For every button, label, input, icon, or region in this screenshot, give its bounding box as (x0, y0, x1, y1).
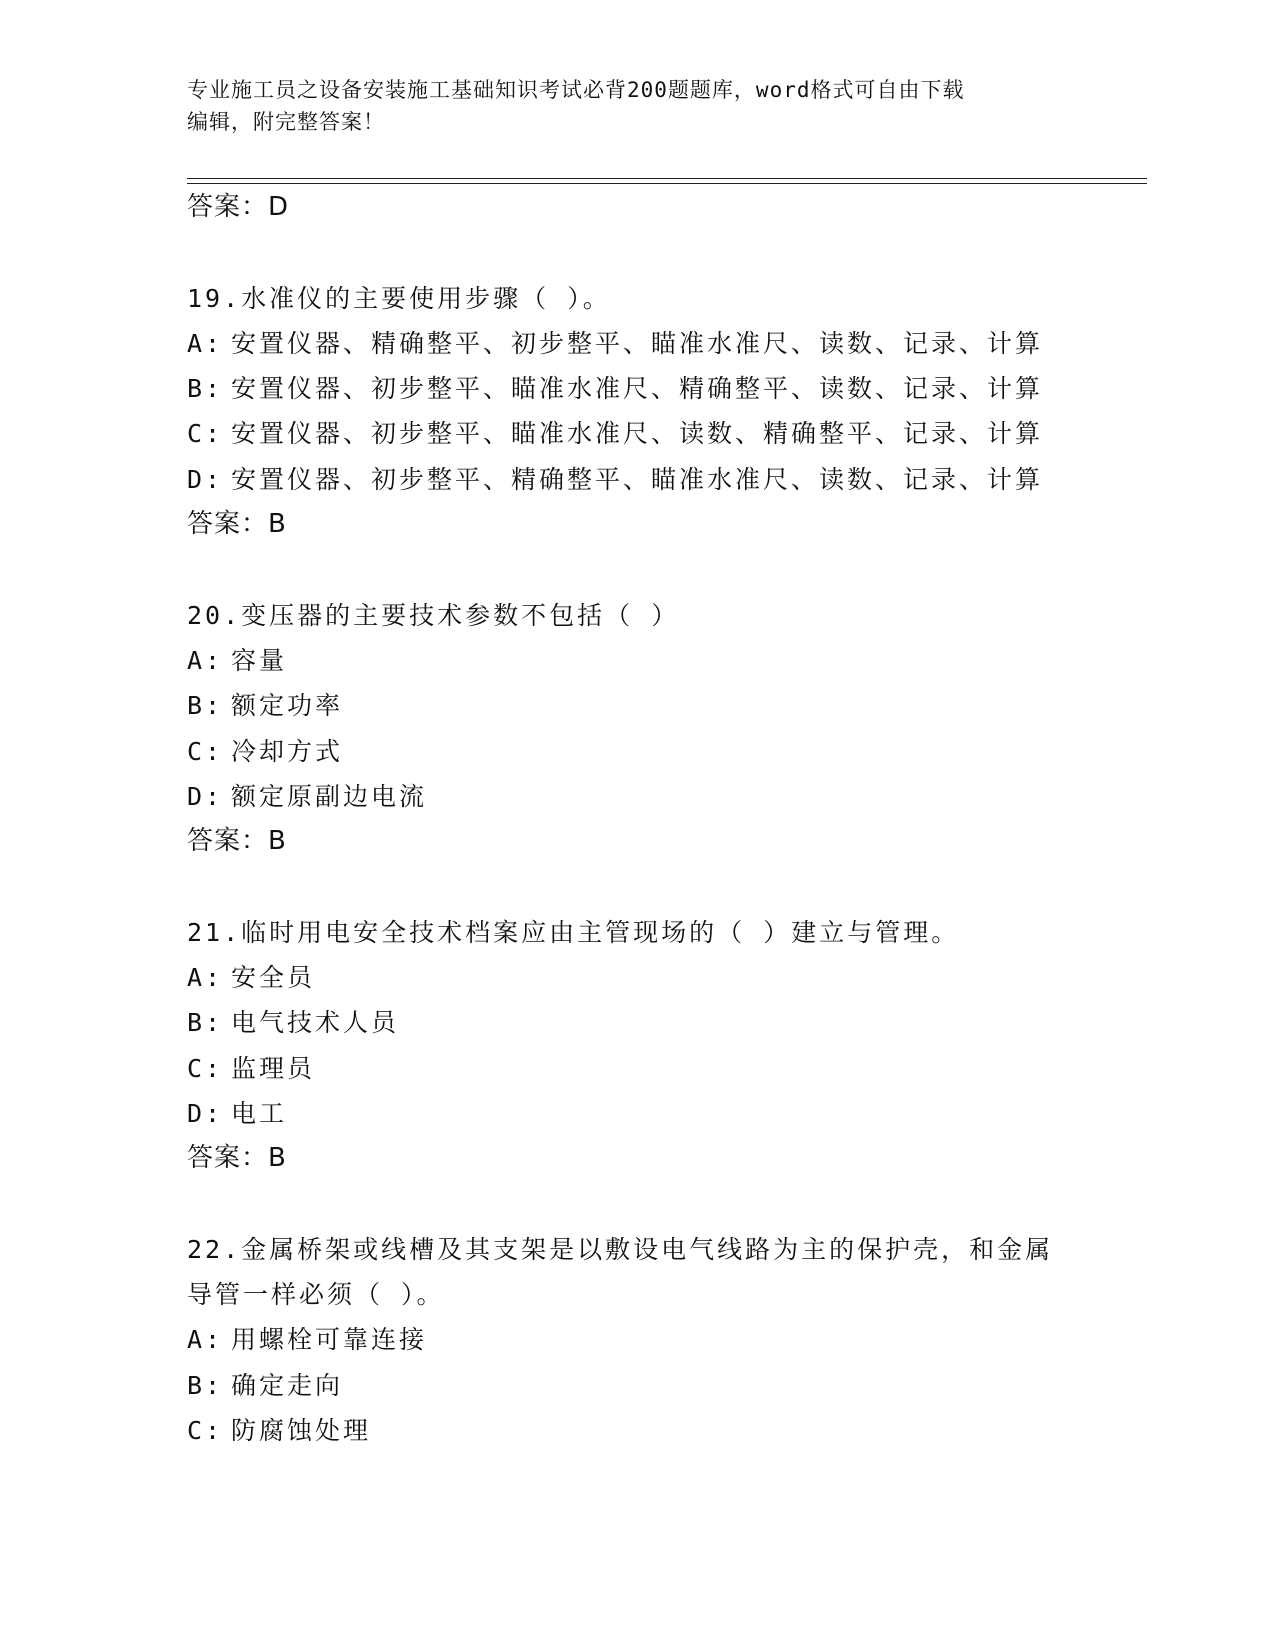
option-text: 安置仪器、精确整平、初步整平、瞄准水准尺、读数、记录、计算 (231, 328, 1044, 358)
option-text: 安置仪器、初步整平、瞄准水准尺、精确整平、读数、记录、计算 (231, 374, 1044, 404)
question-list (187, 185, 1087, 1453)
option-text: 容量 (231, 645, 288, 675)
answer-line: 答案：B (187, 509, 287, 540)
option-letter: B: (187, 374, 224, 404)
option-item (187, 1408, 1087, 1453)
option-letter: A: (187, 963, 224, 993)
option-item (187, 955, 1087, 1000)
previous-answer: 答案：D (187, 192, 290, 222)
question-title: 20.变压器的主要技术参数不包括（ ） (187, 600, 680, 630)
option-item (187, 411, 1087, 456)
option-text: 安置仪器、初步整平、瞄准水准尺、读数、精确整平、记录、计算 (231, 419, 1044, 449)
option-text: 额定功率 (231, 691, 344, 721)
option-item (187, 321, 1087, 366)
header-line-2: 编辑，附完整答案！ (187, 110, 385, 134)
option-item (187, 1091, 1087, 1136)
question-block (187, 276, 1087, 548)
question-title: 22.金属桥架或线槽及其支架是以敷设电气线路为主的保护壳，和金属 (187, 1234, 1054, 1264)
answer-line: 答案：B (187, 826, 287, 857)
option-item (187, 638, 1087, 683)
option-text: 安全员 (231, 963, 316, 993)
option-text: 监理员 (231, 1053, 316, 1083)
option-item (187, 1363, 1087, 1408)
option-text: 额定原副边电流 (231, 781, 428, 811)
option-letter: D: (187, 1098, 224, 1128)
option-text: 用螺栓可靠连接 (231, 1325, 428, 1355)
question-block (187, 1227, 1087, 1453)
question-spacer (187, 230, 1087, 275)
option-item (187, 683, 1087, 728)
option-letter: C: (187, 736, 224, 766)
option-letter: A: (187, 645, 224, 675)
option-letter: B: (187, 691, 224, 721)
question-title: 19.水准仪的主要使用步骤（ ）。 (187, 283, 611, 313)
option-item (187, 1317, 1087, 1362)
question-spacer (187, 547, 1087, 592)
option-text: 电工 (231, 1098, 288, 1128)
option-letter: A: (187, 1325, 224, 1355)
option-letter: C: (187, 1416, 224, 1446)
option-text: 安置仪器、初步整平、精确整平、瞄准水准尺、读数、记录、计算 (231, 464, 1044, 494)
option-text: 确定走向 (231, 1370, 344, 1400)
option-item (187, 366, 1087, 411)
option-item (187, 1000, 1087, 1045)
option-text: 防腐蚀处理 (231, 1416, 372, 1446)
option-text: 电气技术人员 (231, 1008, 400, 1038)
option-letter: C: (187, 1053, 224, 1083)
option-letter: B: (187, 1370, 224, 1400)
document-header (187, 74, 1067, 138)
option-letter: C: (187, 419, 224, 449)
option-letter: A: (187, 328, 224, 358)
option-text: 冷却方式 (231, 736, 344, 766)
question-title: 21.临时用电安全技术档案应由主管现场的（ ）建立与管理。 (187, 917, 960, 947)
option-item (187, 729, 1087, 774)
option-letter: D: (187, 781, 224, 811)
question-block (187, 910, 1087, 1182)
question-block (187, 593, 1087, 865)
option-item (187, 774, 1087, 819)
option-item (187, 457, 1087, 502)
question-spacer (187, 1182, 1087, 1227)
answer-line: 答案：B (187, 1143, 287, 1174)
question-spacer (187, 864, 1087, 909)
header-divider-top (187, 178, 1147, 179)
option-letter: B: (187, 1008, 224, 1038)
header-divider-bottom (187, 183, 1147, 184)
option-letter: D: (187, 464, 224, 494)
option-item (187, 1046, 1087, 1091)
question-title: 导管一样必须（ ）。 (187, 1280, 445, 1310)
header-line-1: 专业施工员之设备安装施工基础知识考试必背200题题库，word格式可自由下载 (187, 78, 965, 102)
